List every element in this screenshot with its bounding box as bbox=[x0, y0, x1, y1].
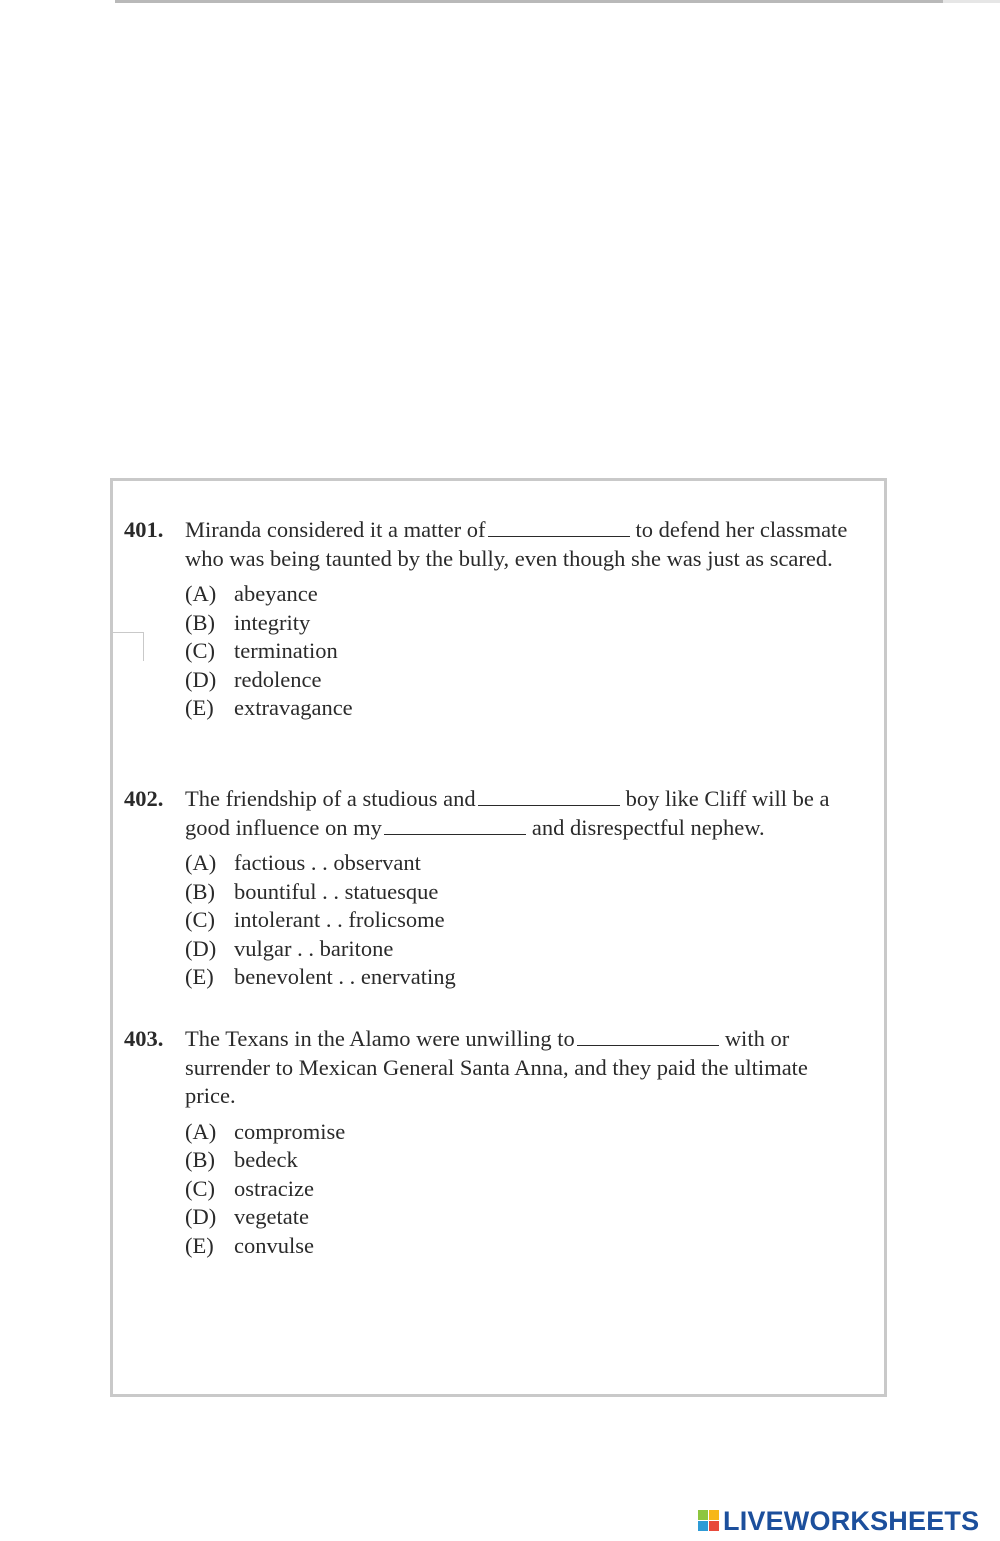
question-text: The Texans in the Alamo were unwilling to with or surrender to Mexican General Santa Anna, and they paid the ultimate price. bbox=[185, 1026, 808, 1108]
answer-options bbox=[185, 1118, 864, 1261]
question-text: The friendship of a studious and boy like Cliff will be a good influence on my and disrespectful nephew. bbox=[185, 786, 830, 840]
answer-blank-2[interactable] bbox=[384, 817, 526, 835]
option-c[interactable]: (C) ostracize bbox=[185, 1175, 314, 1201]
question-number: 402. bbox=[124, 786, 164, 811]
answer-blank-1[interactable] bbox=[478, 788, 620, 806]
brand-name: LIVEWORKSHEETS bbox=[723, 1505, 980, 1536]
answer-options bbox=[185, 849, 864, 992]
option-a[interactable]: (A) compromise bbox=[185, 1118, 346, 1144]
option-a[interactable]: (A) abeyance bbox=[185, 581, 318, 606]
option-c[interactable]: (C) intolerant . . frolicsome bbox=[185, 907, 445, 932]
answer-blank[interactable] bbox=[488, 519, 630, 537]
top-divider bbox=[115, 0, 943, 3]
option-b[interactable]: (B) bountiful . . statuesque bbox=[185, 878, 439, 904]
option-c[interactable]: (C) termination bbox=[185, 638, 338, 663]
option-e[interactable]: (E) extravagance bbox=[185, 695, 353, 720]
option-a[interactable]: (A) factious . . observant bbox=[185, 850, 421, 875]
logo-square-1 bbox=[698, 1510, 708, 1520]
answer-blank[interactable] bbox=[577, 1028, 719, 1046]
question-text: Miranda considered it a matter of to defend her classmate who was being taunted by the bully, even though she was just as scared. bbox=[185, 517, 848, 571]
logo-square-4 bbox=[709, 1521, 719, 1531]
logo-square-2 bbox=[709, 1510, 719, 1520]
question-number: 401. bbox=[124, 517, 164, 542]
question-401 bbox=[124, 516, 864, 745]
question-403 bbox=[124, 1025, 864, 1283]
option-e[interactable]: (E) convulse bbox=[185, 1232, 314, 1258]
logo-square-3 bbox=[698, 1521, 708, 1531]
option-e[interactable]: (E) benevolent . . enervating bbox=[185, 964, 456, 989]
liveworksheets-logo bbox=[698, 1506, 979, 1536]
option-b[interactable]: (B) integrity bbox=[185, 609, 311, 635]
question-402 bbox=[124, 785, 864, 1014]
liveworksheets-logo-icon bbox=[698, 1510, 720, 1532]
option-d[interactable]: (D) vulgar . . baritone bbox=[185, 935, 394, 961]
option-d[interactable]: (D) vegetate bbox=[185, 1204, 309, 1229]
top-divider-end bbox=[943, 0, 1000, 3]
question-number: 403. bbox=[124, 1026, 164, 1051]
answer-options bbox=[185, 580, 864, 723]
option-d[interactable]: (D) redolence bbox=[185, 666, 322, 692]
option-b[interactable]: (B) bedeck bbox=[185, 1147, 298, 1172]
